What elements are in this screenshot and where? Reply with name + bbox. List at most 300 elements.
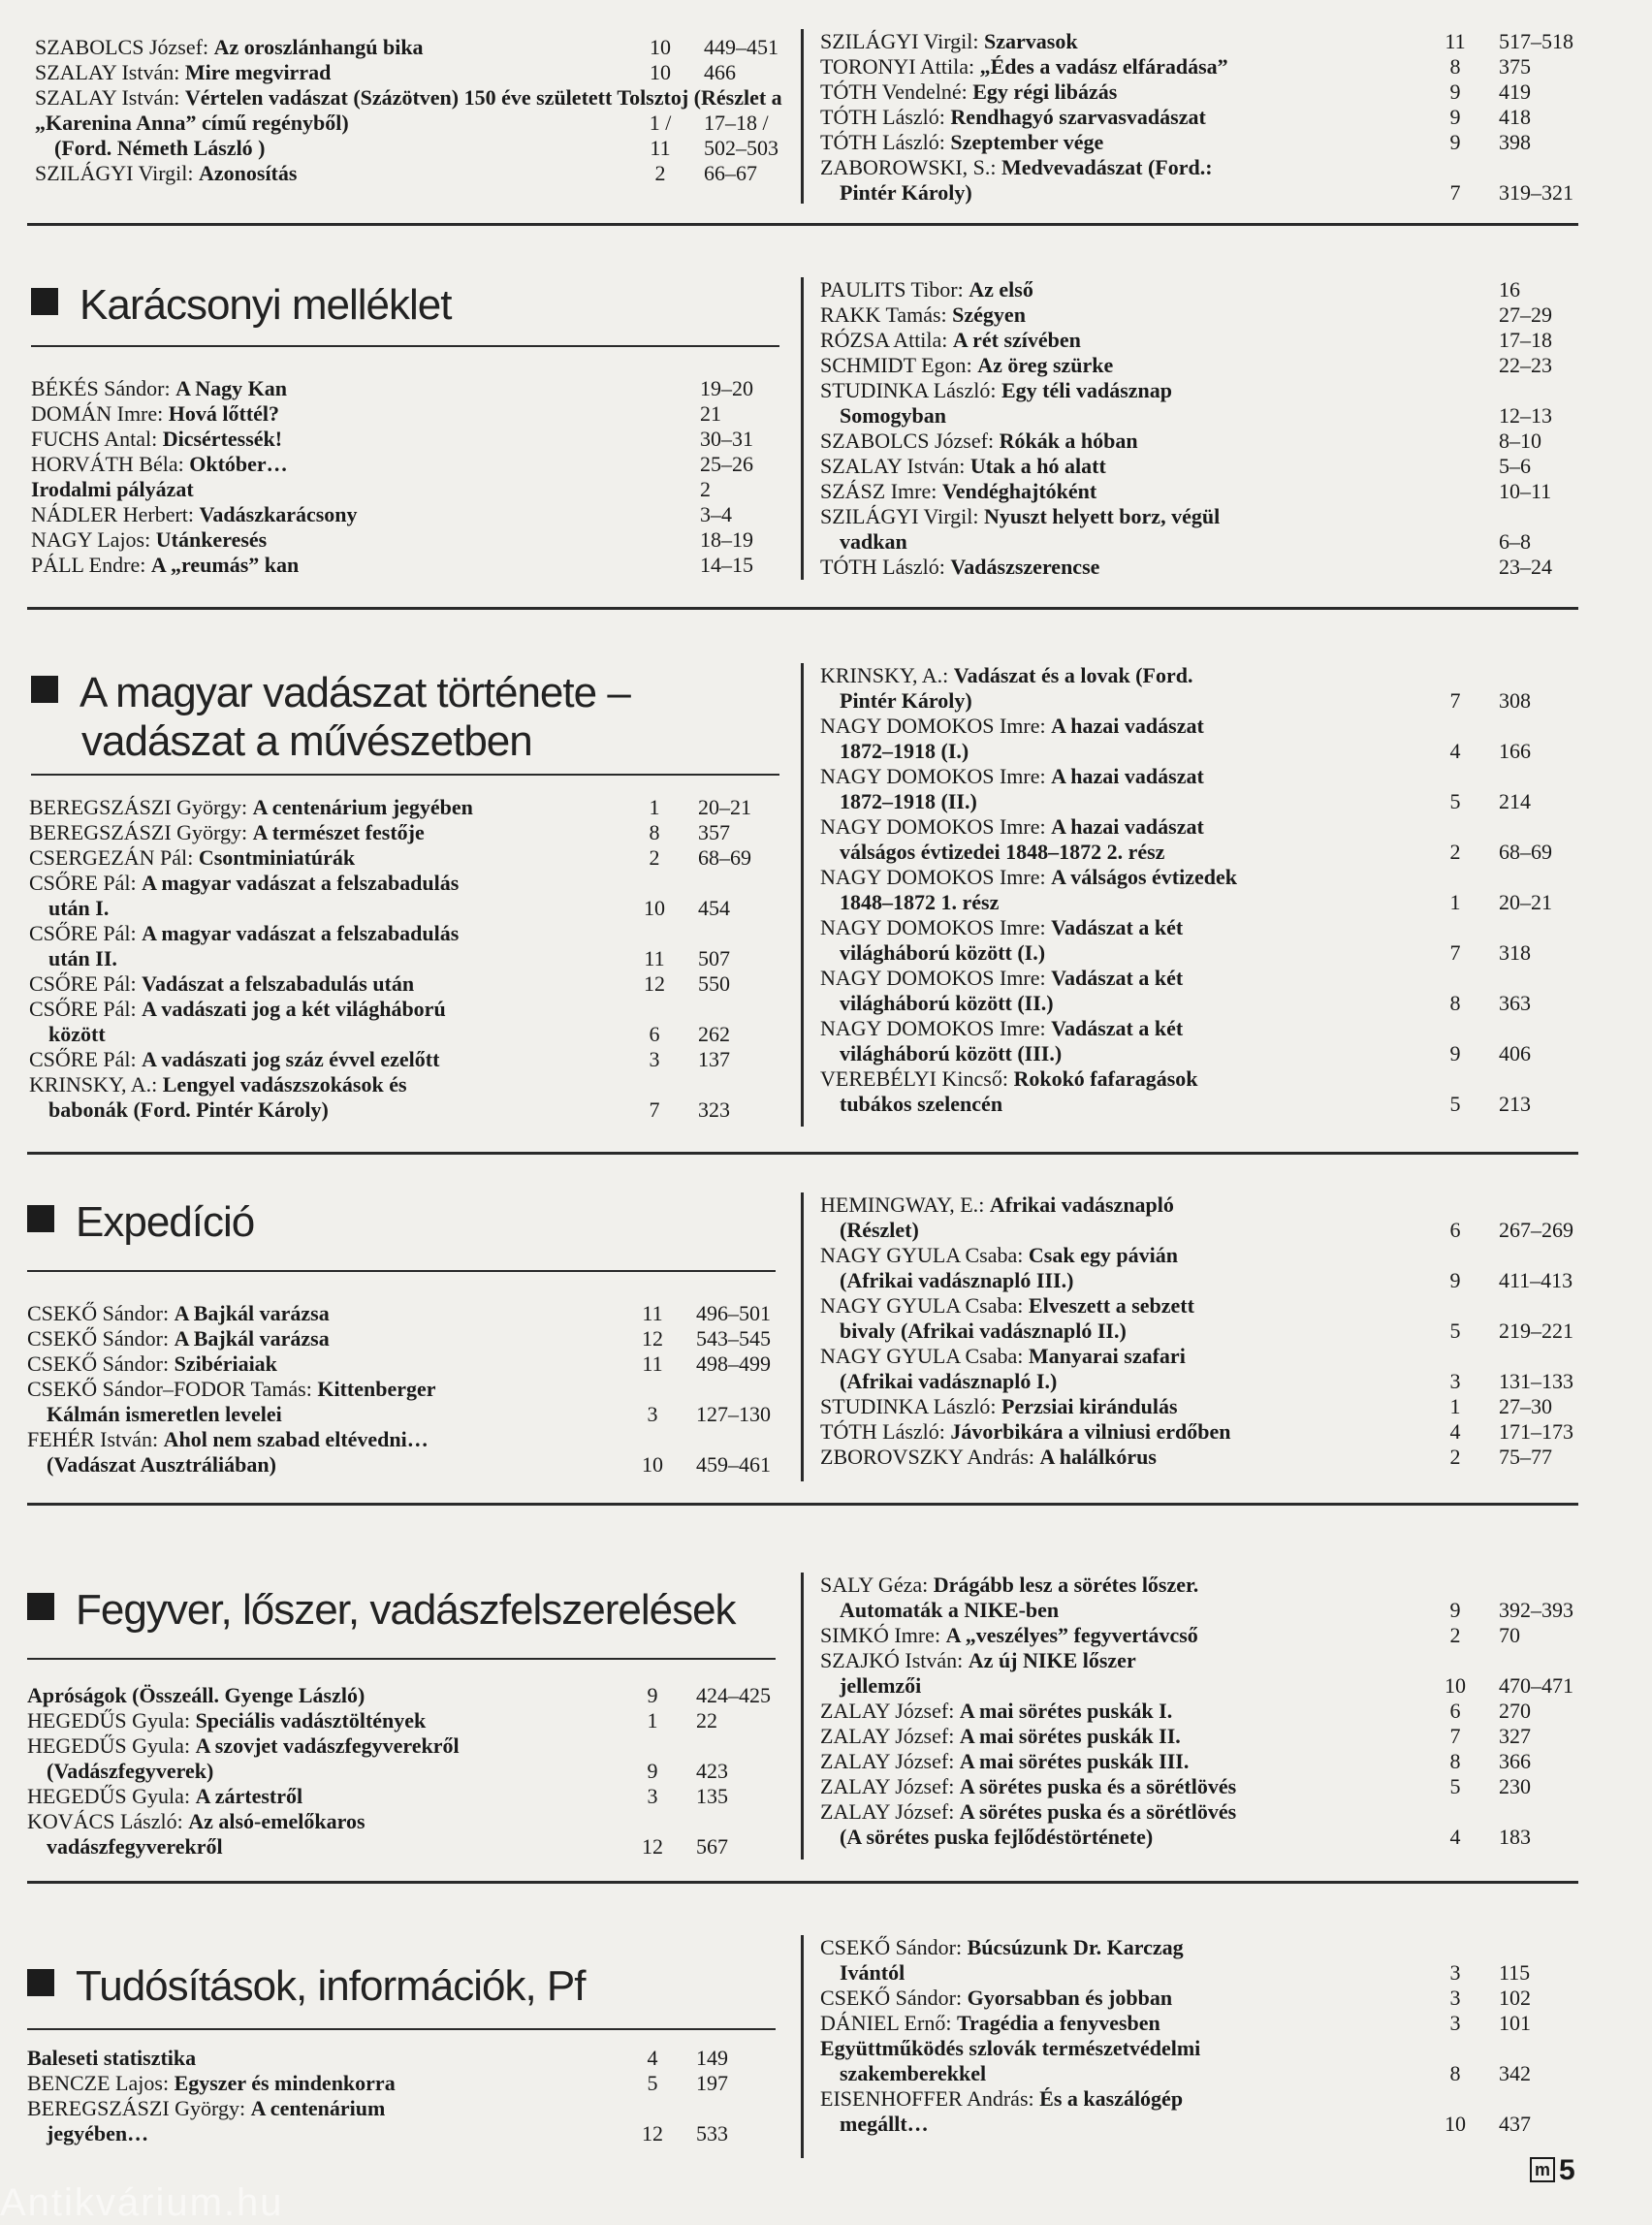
entry-separator: : — [162, 1351, 175, 1376]
entry-separator: : — [144, 527, 156, 552]
entry-pages: 171–173 — [1499, 1419, 1573, 1444]
entry-pages: 424–425 — [696, 1683, 771, 1707]
entry-separator: : — [1017, 1243, 1029, 1267]
entry-title-continuation: (Afrikai vadásznapló III.) — [840, 1268, 1074, 1292]
index-entry — [27, 1377, 803, 1427]
entry-pages: 470–471 — [1499, 1673, 1573, 1698]
title-rule — [27, 1270, 776, 1272]
entry-title-continuation: Kálmán ismeretlen levelei — [47, 1402, 282, 1426]
entry-pages: 363 — [1499, 991, 1531, 1015]
entry-separator: : — [1017, 1293, 1029, 1318]
entry-author: BEREGSZÁSZI György — [29, 820, 241, 844]
entry-title: Az öreg szürke — [977, 353, 1114, 377]
entry-pages: 149 — [696, 2046, 728, 2070]
entry-pages: 2 — [700, 477, 711, 501]
entry-title-continuation: szakemberekkel — [840, 2061, 987, 2085]
index-entry — [27, 1326, 803, 1351]
entry-issue: 4 — [1449, 739, 1461, 763]
title-rule — [31, 774, 779, 776]
entry-author: HEGEDŰS Gyula — [27, 1733, 184, 1758]
entry-separator: : — [305, 1377, 318, 1401]
index-entry — [27, 2071, 803, 2096]
entry-title: A sörétes puska és a sörétlövés — [959, 1774, 1237, 1798]
top-right-list — [820, 29, 1576, 206]
entry-separator: : — [164, 376, 176, 400]
entry-title: A mai sörétes puskák II. — [959, 1724, 1181, 1748]
entry-title-continuation: Pintér Károly) — [840, 180, 972, 205]
index-entry — [820, 1419, 1576, 1445]
entry-title-continuation: babonák (Ford. Pintér Károly) — [48, 1097, 329, 1122]
entry-title: Rendhagyó szarvasvadászat — [950, 105, 1206, 129]
entry-issue: 6 — [649, 1022, 660, 1046]
entry-title-continuation: között — [48, 1022, 106, 1046]
entry-author: HORVÁTH Béla — [31, 452, 178, 476]
entry-title: Rókák a hóban — [999, 429, 1138, 453]
index-entry — [820, 79, 1576, 105]
entry-title: Vadászkarácsony — [199, 502, 358, 526]
entry-title: Drágább lesz a sörétes lőszer. — [933, 1573, 1199, 1597]
index-entry — [820, 1445, 1576, 1470]
entry-title-continuation: vadászfegyverekről — [47, 1834, 223, 1859]
entry-pages: 543–545 — [696, 1326, 771, 1351]
entry-title: A „reumás” kan — [150, 553, 300, 577]
entry-author: SZILÁGYI Virgil — [35, 161, 188, 185]
entry-title: A hazai vadászat — [1051, 764, 1204, 788]
index-entry — [820, 479, 1576, 504]
entry-pages: 75–77 — [1499, 1445, 1552, 1469]
index-entry — [820, 2036, 1576, 2086]
index-entry — [820, 1344, 1576, 1394]
entry-title: Vadászszerencse — [950, 555, 1100, 579]
column-divider — [801, 663, 804, 1127]
section-rule — [27, 607, 1578, 610]
entry-author: TÓTH László — [820, 105, 939, 129]
entry-issue: 2 — [1449, 1623, 1461, 1647]
entry-title-continuation: bivaly (Afrikai vadásznapló II.) — [840, 1319, 1127, 1343]
index-entry — [820, 1935, 1576, 1986]
section-rule — [27, 1503, 1578, 1506]
index-entry — [820, 663, 1576, 714]
entry-separator: : — [162, 2071, 175, 2095]
index-entry — [27, 2096, 803, 2146]
entry-title: Mire megvirrad — [184, 60, 332, 84]
entry-pages: 23–24 — [1499, 555, 1552, 579]
entry-pages: 496–501 — [696, 1301, 771, 1325]
index-entry — [29, 971, 805, 997]
entry-separator: : — [183, 1708, 196, 1732]
entry-separator: : — [1039, 814, 1052, 839]
entry-author: CSŐRE Pál — [29, 971, 131, 996]
entry-pages: 406 — [1499, 1041, 1531, 1065]
entry-separator: : — [942, 663, 954, 687]
entry-title: A Bajkál varázsa — [174, 1301, 330, 1325]
entry-issue: 7 — [1449, 940, 1461, 965]
entry-title-continuation: (Vadászat Ausztráliában) — [47, 1452, 276, 1477]
index-entry — [29, 820, 805, 845]
entry-title-continuation: 1848–1872 1. rész — [840, 890, 1000, 914]
entry-title: Az alsó-emelőkaros — [188, 1809, 365, 1833]
entry-separator: : — [1039, 966, 1052, 990]
index-entry — [820, 1293, 1576, 1344]
entry-title: Együttműködés szlovák természetvédelmi — [820, 2036, 1201, 2060]
index-entry — [820, 2086, 1576, 2137]
entry-author: ZBOROVSZKY András — [820, 1445, 1029, 1469]
entry-separator: : — [987, 429, 1000, 453]
entry-issue: 7 — [1449, 1724, 1461, 1748]
entry-title-continuation: után I. — [48, 896, 110, 920]
index-entry — [820, 915, 1576, 966]
entry-separator: : — [957, 277, 969, 302]
entry-pages: 66–67 — [704, 161, 757, 185]
index-entry — [27, 1351, 803, 1377]
section-list-left — [29, 795, 805, 1123]
entry-separator: : — [140, 553, 151, 577]
section-list-left — [31, 376, 807, 578]
entry-pages: 423 — [696, 1759, 728, 1783]
index-entry — [31, 553, 807, 578]
entry-title: Szarvasok — [984, 29, 1078, 53]
entry-separator: : — [241, 795, 253, 819]
entry-issue: 11 — [1445, 29, 1466, 53]
entry-author: CSŐRE Pál — [29, 1047, 131, 1071]
entry-title: A zártestről — [195, 1784, 303, 1808]
section-rule — [27, 1881, 1578, 1884]
index-entry — [29, 845, 805, 871]
entry-author: FUCHS Antal — [31, 427, 152, 451]
entry-title: Baleseti statisztika — [27, 2046, 197, 2070]
entry-separator: : — [957, 1648, 969, 1672]
index-entry — [820, 29, 1576, 54]
entry-separator: : — [961, 79, 973, 104]
entry-issue: 1 — [649, 795, 660, 819]
entry-title: Lengyel vadászszokások és — [162, 1072, 407, 1097]
entry-pages: 183 — [1499, 1825, 1531, 1849]
entry-author: ZALAY József — [820, 1724, 949, 1748]
index-entry — [820, 1724, 1576, 1749]
entry-separator: : — [187, 161, 199, 185]
index-entry — [820, 865, 1576, 915]
entry-author: RÓZSA Attila — [820, 328, 942, 352]
index-entry — [820, 1799, 1576, 1850]
entry-author: CSŐRE Pál — [29, 871, 131, 895]
entry-separator: : — [130, 1047, 143, 1071]
index-entry — [820, 1986, 1576, 2011]
entry-title: Jávorbikára a vilniusi erdőben — [950, 1419, 1231, 1444]
entry-author: SCHMIDT Egon — [820, 353, 967, 377]
index-entry — [31, 527, 807, 553]
entry-pages: 366 — [1499, 1749, 1531, 1773]
entry-title: Speciális vadásztöltények — [195, 1708, 427, 1732]
entry-issue: 11 — [644, 946, 665, 970]
entry-separator: : — [1039, 764, 1052, 788]
entry-separator: : — [940, 302, 953, 327]
entry-title: „Édes a vadász elfáradása” — [979, 54, 1228, 79]
index-entry — [820, 1192, 1576, 1243]
entry-separator: : — [174, 60, 185, 84]
entry-title: A válságos évtizedek — [1051, 865, 1238, 889]
entry-separator: : — [241, 820, 253, 844]
index-entry — [820, 966, 1576, 1016]
index-entry — [820, 155, 1576, 206]
index-entry — [35, 85, 810, 161]
entry-title-continuation: megállt… — [840, 2112, 929, 2136]
entry-separator: : — [938, 555, 951, 579]
top-left-list — [35, 35, 810, 186]
entry-separator: : — [177, 452, 190, 476]
index-entry — [820, 277, 1576, 302]
entry-separator: : — [972, 504, 984, 528]
entry-title: A mai sörétes puskák I. — [959, 1699, 1173, 1723]
entry-issue: 7 — [649, 1097, 660, 1122]
entry-title: Gyorsabban és jobban — [967, 1986, 1173, 2010]
entry-separator: : — [1028, 1445, 1040, 1469]
entry-title-continuation: Somogyban — [840, 403, 947, 428]
entry-pages: 375 — [1499, 54, 1531, 79]
entry-issue: 5 — [1449, 789, 1461, 813]
index-entry — [29, 997, 805, 1047]
entry-separator: : — [176, 1809, 189, 1833]
entry-pages: 342 — [1499, 2061, 1531, 2085]
entry-issue: 6 — [1449, 1218, 1461, 1242]
entry-issue: 4 — [1449, 1825, 1461, 1849]
entry-issue: 1 — [1449, 890, 1461, 914]
entry-author: BÉKÉS Sándor — [31, 376, 165, 400]
entry-pages: 166 — [1499, 739, 1531, 763]
entry-title: A Nagy Kan — [175, 376, 288, 400]
entry-issue: 10 — [1445, 2112, 1466, 2136]
entry-title: Szeptember vége — [950, 130, 1104, 154]
entry-author: NAGY DOMOKOS Imre — [820, 1016, 1040, 1040]
entry-issue: 5 — [1449, 1319, 1461, 1343]
entry-pages: 16 — [1499, 277, 1520, 302]
entry-separator: : — [1001, 1066, 1014, 1091]
entry-separator: : — [1039, 865, 1052, 889]
entry-title-continuation: világháború között (II.) — [840, 991, 1054, 1015]
entry-issue: 3 — [1449, 2011, 1461, 2035]
entry-issue: 4 — [647, 2046, 658, 2070]
entry-issue: 9 — [1449, 79, 1461, 104]
section-list-right — [820, 277, 1576, 580]
entry-issue: 8 — [1449, 991, 1461, 1015]
index-entry — [31, 401, 807, 427]
section-list-left — [27, 1301, 803, 1478]
section-list-right — [820, 663, 1576, 1117]
entry-title: Afrikai vadásznapló — [989, 1192, 1174, 1217]
entry-separator: : — [151, 1427, 164, 1451]
entry-title: A „veszélyes” fegyvertávcső — [945, 1623, 1198, 1647]
entry-issue: 2 — [1449, 1445, 1461, 1469]
entry-title-continuation: (Ford. Németh László ) — [54, 136, 266, 160]
entry-pages: 550 — [698, 971, 730, 996]
entry-title: Hová lőttél? — [168, 401, 280, 426]
entry-title: Medvevadászat (Ford.: — [1001, 155, 1213, 179]
entry-author: SZALAY István — [35, 60, 175, 84]
entry-separator: : — [978, 1192, 990, 1217]
entry-pages: 14–15 — [700, 553, 753, 577]
entry-pages: 17–18 / 502–503 — [704, 111, 778, 160]
entry-pages: 270 — [1499, 1699, 1531, 1723]
entry-title: Perzsiai kirándulás — [1001, 1394, 1178, 1418]
section-rule — [27, 223, 1578, 226]
index-entry — [29, 795, 805, 820]
entry-pages: 102 — [1499, 1986, 1531, 2010]
entry-separator: : — [1039, 714, 1052, 738]
entry-pages: 3–4 — [700, 502, 732, 526]
index-entry — [35, 35, 810, 60]
entry-author: BEREGSZÁSZI György — [27, 2096, 239, 2120]
entry-author: SZILÁGYI Virgil — [820, 504, 973, 528]
entry-author: SIMKÓ Imre — [820, 1623, 935, 1647]
entry-issue: 7 — [1449, 688, 1461, 713]
entry-separator: : — [130, 971, 143, 996]
entry-author: TÓTH László — [820, 130, 939, 154]
section-rule — [27, 1152, 1578, 1155]
entry-pages: 5–6 — [1499, 454, 1531, 478]
section-list-right — [820, 1573, 1576, 1850]
index-entry — [820, 2011, 1576, 2036]
column-divider — [801, 277, 804, 580]
entry-author: PAULITS Tibor — [820, 277, 958, 302]
entry-pages: 10–11 — [1499, 479, 1552, 503]
entry-pages: 318 — [1499, 940, 1531, 965]
entry-separator: : — [990, 1394, 1001, 1418]
entry-pages: 327 — [1499, 1724, 1531, 1748]
entry-separator: : — [162, 1301, 175, 1325]
entry-title-continuation: 1872–1918 (II.) — [840, 789, 977, 813]
entry-pages: 25–26 — [700, 452, 753, 476]
entry-separator: : — [183, 1733, 196, 1758]
entry-separator: : — [1039, 1016, 1052, 1040]
entry-issue: 9 — [1449, 1041, 1461, 1065]
entry-separator: : — [130, 871, 143, 895]
index-entry — [820, 1749, 1576, 1774]
entry-author: CSEKŐ Sándor — [820, 1935, 956, 1959]
entry-author: CSEKŐ Sándor–FODOR Tamás — [27, 1377, 306, 1401]
entry-pages: 8–10 — [1499, 429, 1541, 453]
entry-pages: 6–8 — [1499, 529, 1531, 554]
entry-author: CSEKŐ Sándor — [27, 1326, 163, 1351]
index-entry — [820, 1573, 1576, 1623]
index-entry — [820, 328, 1576, 353]
index-entry — [820, 1774, 1576, 1799]
index-entry — [27, 1809, 803, 1859]
entry-author: SZALAY István — [35, 85, 175, 110]
entry-title: Vértelen vadászat (Százötven) 150 éve született Tolsztoj (Részlet a „Karenina Anna” című regényből) — [35, 85, 782, 135]
entry-title: Szibériaiak — [174, 1351, 277, 1376]
index-entry — [820, 1243, 1576, 1293]
entry-pages: 398 — [1499, 130, 1531, 154]
entry-author: NAGY DOMOKOS Imre — [820, 966, 1040, 990]
entry-issue: 6 — [1449, 1699, 1461, 1723]
entry-separator: : — [1028, 2086, 1040, 2111]
entry-separator: : — [1017, 1344, 1029, 1368]
entry-title-continuation: (A sörétes puska fejlődéstörténete) — [840, 1825, 1154, 1849]
entry-author: NAGY Lajos — [31, 527, 145, 552]
index-entry — [29, 921, 805, 971]
entry-issue: 3 — [1449, 1986, 1461, 2010]
entry-author: NAGY DOMOKOS Imre — [820, 865, 1040, 889]
entry-pages: 419 — [1499, 79, 1531, 104]
entry-pages: 68–69 — [698, 845, 751, 870]
section-marker-square — [27, 1593, 54, 1620]
entry-pages: 18–19 — [700, 527, 753, 552]
entry-title: Kittenberger — [317, 1377, 436, 1401]
entry-title-continuation: tubákos szelencén — [840, 1092, 1003, 1116]
entry-title: Vendéghajtóként — [941, 479, 1097, 503]
section-title: Expedíció — [27, 1198, 783, 1247]
entry-title: Búcsúzunk Dr. Karczag — [967, 1935, 1184, 1959]
entry-pages: 411–413 — [1499, 1268, 1573, 1292]
entry-author: EISENHOFFER András — [820, 2086, 1029, 2111]
entry-pages: 135 — [696, 1784, 728, 1808]
index-entry — [820, 1623, 1576, 1648]
entry-title: Tragédia a fenyvesben — [956, 2011, 1160, 2035]
section-marker-square — [27, 1205, 54, 1232]
section-title: Tudósítások, információk, Pf — [27, 1962, 783, 2011]
entry-title: A mai sörétes puskák III. — [959, 1749, 1190, 1773]
entry-separator: : — [239, 2096, 251, 2120]
entry-issue: 3 — [647, 1784, 658, 1808]
entry-separator: : — [931, 479, 942, 503]
magazine-logo: m — [1530, 2157, 1555, 2182]
index-entry — [29, 1047, 805, 1072]
entry-separator: : — [945, 2011, 957, 2035]
entry-author: NAGY GYULA Csaba — [820, 1344, 1018, 1368]
entry-title: Nyuszt helyett borz, végül — [984, 504, 1221, 528]
entry-pages: 517–518 — [1499, 29, 1573, 53]
entry-pages: 68–69 — [1499, 840, 1552, 864]
entry-pages: 127–130 — [696, 1402, 771, 1426]
entry-separator: : — [941, 328, 953, 352]
entry-title: Vadászat a két — [1051, 1016, 1184, 1040]
entry-pages: 30–31 — [700, 427, 753, 451]
entry-title: A vadászati jog a két világháború — [142, 997, 446, 1021]
entry-separator: : — [938, 1419, 951, 1444]
section-title: A magyar vadászat története – vadászat a művészetben — [31, 669, 787, 766]
entry-issue: 3 — [649, 1047, 660, 1071]
entry-author: BENCZE Lajos — [27, 2071, 163, 2095]
entry-issue: 8 — [1449, 2061, 1461, 2085]
entry-author: NAGY DOMOKOS Imre — [820, 915, 1040, 939]
entry-issue: 10 — [644, 896, 665, 920]
entry-title-continuation: (Afrikai vadásznapló I.) — [840, 1369, 1058, 1393]
entry-title: Ahol nem szabad eltévedni… — [163, 1427, 429, 1451]
entry-pages: 214 — [1499, 789, 1531, 813]
entry-separator: : — [183, 1784, 196, 1808]
index-entry — [820, 353, 1576, 378]
entry-title-continuation: (Vadászfegyverek) — [47, 1759, 214, 1783]
entry-pages: 12–13 — [1499, 403, 1552, 428]
section-list-left — [27, 1683, 803, 1859]
column-divider — [801, 1192, 804, 1481]
entry-pages: 459–461 — [696, 1452, 771, 1477]
entry-title: Vadászat és a lovak (Ford. — [953, 663, 1193, 687]
entry-title: A rét szívében — [952, 328, 1081, 352]
entry-pages: 70 — [1499, 1623, 1520, 1647]
entry-separator: : — [187, 845, 199, 870]
entry-title: A természet festője — [252, 820, 425, 844]
entry-pages: 22–23 — [1499, 353, 1552, 377]
entry-author: SZALAY István — [820, 454, 960, 478]
entry-issue: 10 — [642, 1452, 663, 1477]
entry-pages: 131–133 — [1499, 1369, 1573, 1393]
index-entry — [820, 814, 1576, 865]
entry-title-continuation: jegyében… — [47, 2121, 149, 2146]
index-entry — [820, 454, 1576, 479]
entry-issue: 4 — [1449, 1419, 1461, 1444]
entry-author: DOMÁN Imre — [31, 401, 158, 426]
entry-title-continuation: Ivántól — [840, 1960, 905, 1985]
